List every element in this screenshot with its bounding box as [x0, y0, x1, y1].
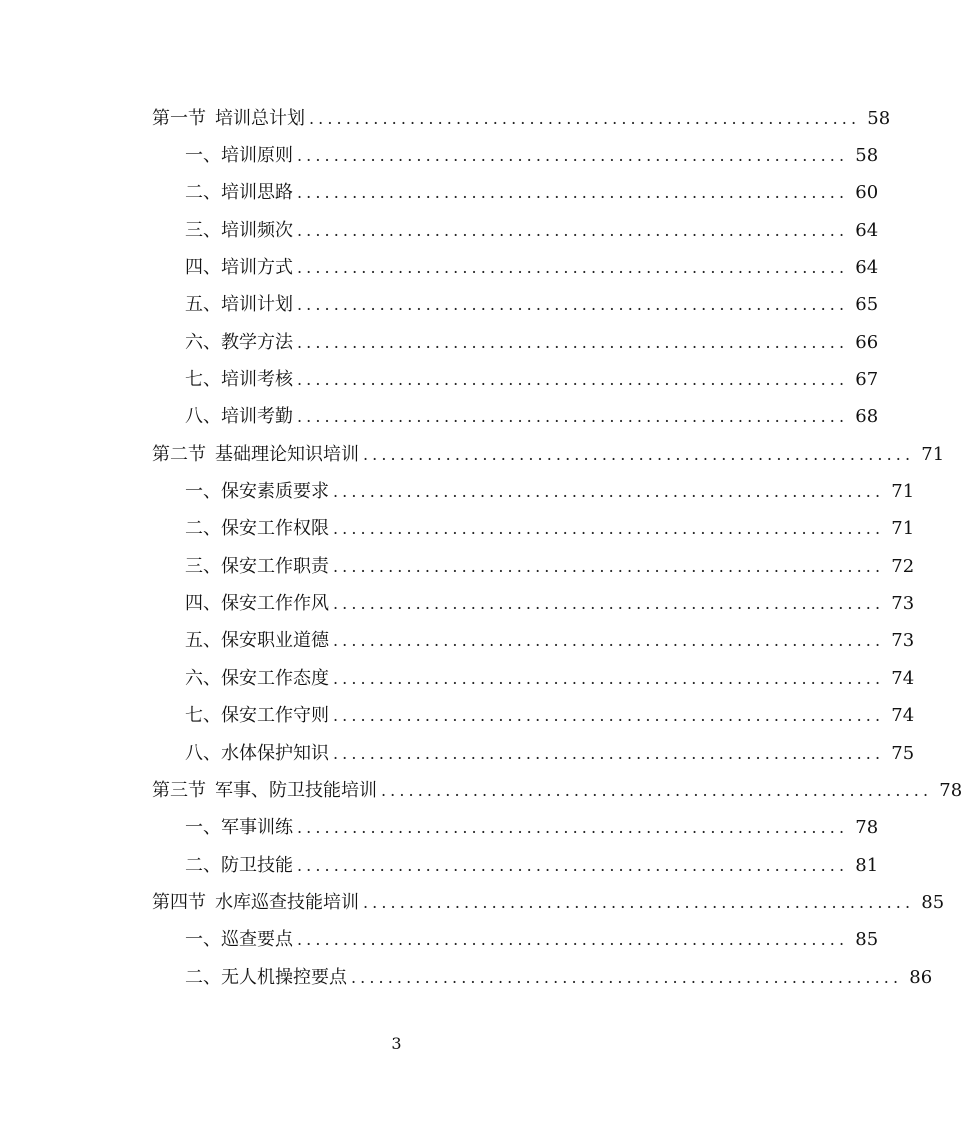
- toc-entry-prefix: 第四节: [152, 891, 206, 913]
- toc-subsection-entry[interactable]: [152, 847, 879, 884]
- toc-dot-leader: ............................................................: [297, 332, 849, 352]
- toc-entry-page: 75: [891, 742, 915, 764]
- toc-section-entry[interactable]: [152, 100, 891, 137]
- toc-entry-prefix: 六、: [185, 667, 221, 689]
- toc-entry-label: [185, 183, 297, 203]
- toc-dot-leader: ............................................................: [363, 892, 915, 912]
- toc-dot-leader: ............................................................: [297, 370, 849, 390]
- toc-entry-label: [185, 557, 333, 577]
- toc-entry-title: 教学方法: [221, 331, 293, 353]
- toc-entry-page: 81: [855, 854, 879, 876]
- toc-dot-leader: ............................................................: [333, 519, 885, 539]
- toc-entry-label: [185, 295, 297, 315]
- toc-entry-title: 培训方式: [221, 257, 293, 279]
- toc-entry-label: [185, 482, 333, 502]
- toc-entry-prefix: 二、: [185, 518, 221, 540]
- toc-entry-label: [185, 370, 297, 390]
- toc-entry-prefix: 四、: [185, 593, 221, 615]
- toc-entry-page: 74: [891, 667, 915, 689]
- toc-entry-label: [185, 631, 333, 651]
- toc-dot-leader: ............................................................: [297, 930, 849, 950]
- toc-entry-title: 保安工作职责: [221, 555, 329, 577]
- toc-entry-label: [185, 706, 333, 726]
- toc-entry-title: 保安工作守则: [221, 705, 329, 727]
- toc-entry-page: 71: [891, 518, 915, 540]
- toc-entry-label: [185, 221, 297, 241]
- toc-entry-page: 68: [855, 406, 879, 428]
- toc-entry-page: 73: [891, 593, 915, 615]
- toc-entry-label: [185, 146, 297, 166]
- toc-entry-label: [152, 445, 363, 465]
- toc-entry-title: 保安素质要求: [221, 481, 329, 503]
- toc-subsection-entry[interactable]: [152, 249, 879, 286]
- toc-dot-leader: ............................................................: [297, 146, 849, 166]
- toc-dot-leader: ............................................................: [333, 706, 885, 726]
- toc-dot-leader: ............................................................: [297, 407, 849, 427]
- toc-entry-page: 64: [855, 219, 879, 241]
- toc-entry-label: [185, 407, 297, 427]
- toc-entry-label: [152, 893, 363, 913]
- toc-subsection-entry[interactable]: [152, 959, 933, 996]
- toc-subsection-entry[interactable]: [152, 399, 879, 436]
- toc-entry-title: 巡查要点: [221, 929, 293, 951]
- toc-entry-title: 培训频次: [221, 219, 293, 241]
- toc-entry-label: [185, 744, 333, 764]
- toc-subsection-entry[interactable]: [152, 548, 915, 585]
- toc-subsection-entry[interactable]: [152, 287, 879, 324]
- toc-entry-title: 军事训练: [221, 817, 293, 839]
- toc-entry-page: 66: [855, 331, 879, 353]
- toc-dot-leader: ............................................................: [297, 295, 849, 315]
- page-number: 3: [391, 1034, 402, 1053]
- toc-entry-prefix: 一、: [185, 481, 221, 503]
- toc-entry-label: [185, 258, 297, 278]
- toc-entry-label: [185, 856, 297, 876]
- toc-dot-leader: ............................................................: [363, 444, 915, 464]
- toc-subsection-entry[interactable]: [152, 660, 915, 697]
- toc-subsection-entry[interactable]: [152, 735, 915, 772]
- toc-entry-title: 保安工作态度: [221, 667, 329, 689]
- toc-subsection-entry[interactable]: [152, 810, 879, 847]
- toc-entry-prefix: 六、: [185, 331, 221, 353]
- toc-subsection-entry[interactable]: [152, 175, 879, 212]
- toc-entry-prefix: 二、: [185, 182, 221, 204]
- toc-entry-prefix: 八、: [185, 742, 221, 764]
- toc-section-entry[interactable]: [152, 436, 945, 473]
- toc-entry-prefix: 第一节: [152, 107, 206, 129]
- toc-entry-page: 58: [855, 145, 879, 167]
- toc-entry-title: 防卫技能: [221, 854, 293, 876]
- toc-entry-label: [185, 669, 333, 689]
- toc-entry-prefix: 二、: [185, 966, 221, 988]
- toc-entry-page: 60: [855, 182, 879, 204]
- toc-entry-title: 保安工作权限: [221, 518, 329, 540]
- toc-entry-prefix: 七、: [185, 705, 221, 727]
- toc-subsection-entry[interactable]: [152, 473, 915, 510]
- toc-entry-label: [185, 594, 333, 614]
- toc-entry-title: 培训考勤: [221, 406, 293, 428]
- toc-section-entry[interactable]: [152, 772, 962, 809]
- toc-dot-leader: ............................................................: [309, 108, 861, 128]
- toc-entry-label: [185, 519, 333, 539]
- table-of-contents: [152, 100, 962, 996]
- toc-entry-title: 水体保护知识: [221, 742, 329, 764]
- toc-entry-prefix: 五、: [185, 630, 221, 652]
- toc-entry-page: 85: [921, 891, 945, 913]
- toc-entry-prefix: 八、: [185, 406, 221, 428]
- toc-entry-page: 78: [939, 779, 962, 801]
- toc-entry-page: 65: [855, 294, 879, 316]
- toc-entry-page: 71: [921, 443, 945, 465]
- toc-dot-leader: ............................................................: [297, 258, 849, 278]
- toc-entry-prefix: 三、: [185, 555, 221, 577]
- toc-subsection-entry[interactable]: [152, 922, 879, 959]
- toc-entry-title: 培训计划: [221, 294, 293, 316]
- toc-entry-title: 军事、防卫技能培训: [215, 779, 377, 801]
- toc-entry-label: [185, 818, 297, 838]
- toc-dot-leader: ............................................................: [351, 967, 903, 987]
- toc-subsection-entry[interactable]: [152, 361, 879, 398]
- toc-subsection-entry[interactable]: [152, 511, 915, 548]
- toc-entry-prefix: 一、: [185, 817, 221, 839]
- toc-entry-page: 73: [891, 630, 915, 652]
- toc-entry-label: [185, 930, 297, 950]
- toc-entry-page: 71: [891, 481, 915, 503]
- toc-dot-leader: ............................................................: [297, 818, 849, 838]
- toc-dot-leader: ............................................................: [333, 594, 885, 614]
- toc-entry-page: 85: [855, 929, 879, 951]
- toc-entry-prefix: 五、: [185, 294, 221, 316]
- toc-entry-prefix: 三、: [185, 219, 221, 241]
- toc-subsection-entry[interactable]: [152, 137, 879, 174]
- toc-entry-prefix: 第二节: [152, 443, 206, 465]
- toc-entry-prefix: 七、: [185, 369, 221, 391]
- toc-dot-leader: ............................................................: [333, 556, 885, 576]
- toc-entry-label: [185, 333, 297, 353]
- toc-entry-label: [152, 109, 309, 129]
- toc-dot-leader: ............................................................: [333, 482, 885, 502]
- toc-entry-title: 培训思路: [221, 182, 293, 204]
- toc-entry-prefix: 一、: [185, 145, 221, 167]
- toc-dot-leader: ............................................................: [297, 855, 849, 875]
- toc-entry-page: 74: [891, 705, 915, 727]
- toc-entry-title: 保安工作作风: [221, 593, 329, 615]
- toc-entry-page: 58: [867, 107, 891, 129]
- toc-dot-leader: ............................................................: [333, 743, 885, 763]
- toc-entry-title: 培训总计划: [215, 107, 305, 129]
- toc-subsection-entry[interactable]: [152, 585, 915, 622]
- toc-subsection-entry[interactable]: [152, 623, 915, 660]
- toc-subsection-entry[interactable]: [152, 324, 879, 361]
- toc-dot-leader: ............................................................: [333, 631, 885, 651]
- toc-dot-leader: ............................................................: [381, 780, 933, 800]
- toc-entry-title: 无人机操控要点: [221, 966, 347, 988]
- toc-entry-prefix: 一、: [185, 929, 221, 951]
- toc-subsection-entry[interactable]: [152, 212, 879, 249]
- toc-subsection-entry[interactable]: [152, 698, 915, 735]
- toc-entry-prefix: 第三节: [152, 779, 206, 801]
- toc-entry-page: 67: [855, 369, 879, 391]
- toc-entry-page: 78: [855, 817, 879, 839]
- toc-entry-page: 86: [909, 966, 933, 988]
- toc-entry-prefix: 二、: [185, 854, 221, 876]
- toc-section-entry[interactable]: [152, 884, 945, 921]
- toc-entry-page: 72: [891, 555, 915, 577]
- toc-dot-leader: ............................................................: [333, 668, 885, 688]
- toc-entry-title: 培训考核: [221, 369, 293, 391]
- toc-entry-prefix: 四、: [185, 257, 221, 279]
- toc-entry-title: 水库巡查技能培训: [215, 891, 359, 913]
- toc-entry-title: 保安职业道德: [221, 630, 329, 652]
- toc-dot-leader: ............................................................: [297, 183, 849, 203]
- toc-entry-page: 64: [855, 257, 879, 279]
- toc-entry-title: 基础理论知识培训: [215, 443, 359, 465]
- toc-entry-label: [185, 968, 351, 988]
- toc-entry-label: [152, 781, 381, 801]
- toc-entry-title: 培训原则: [221, 145, 293, 167]
- toc-dot-leader: ............................................................: [297, 220, 849, 240]
